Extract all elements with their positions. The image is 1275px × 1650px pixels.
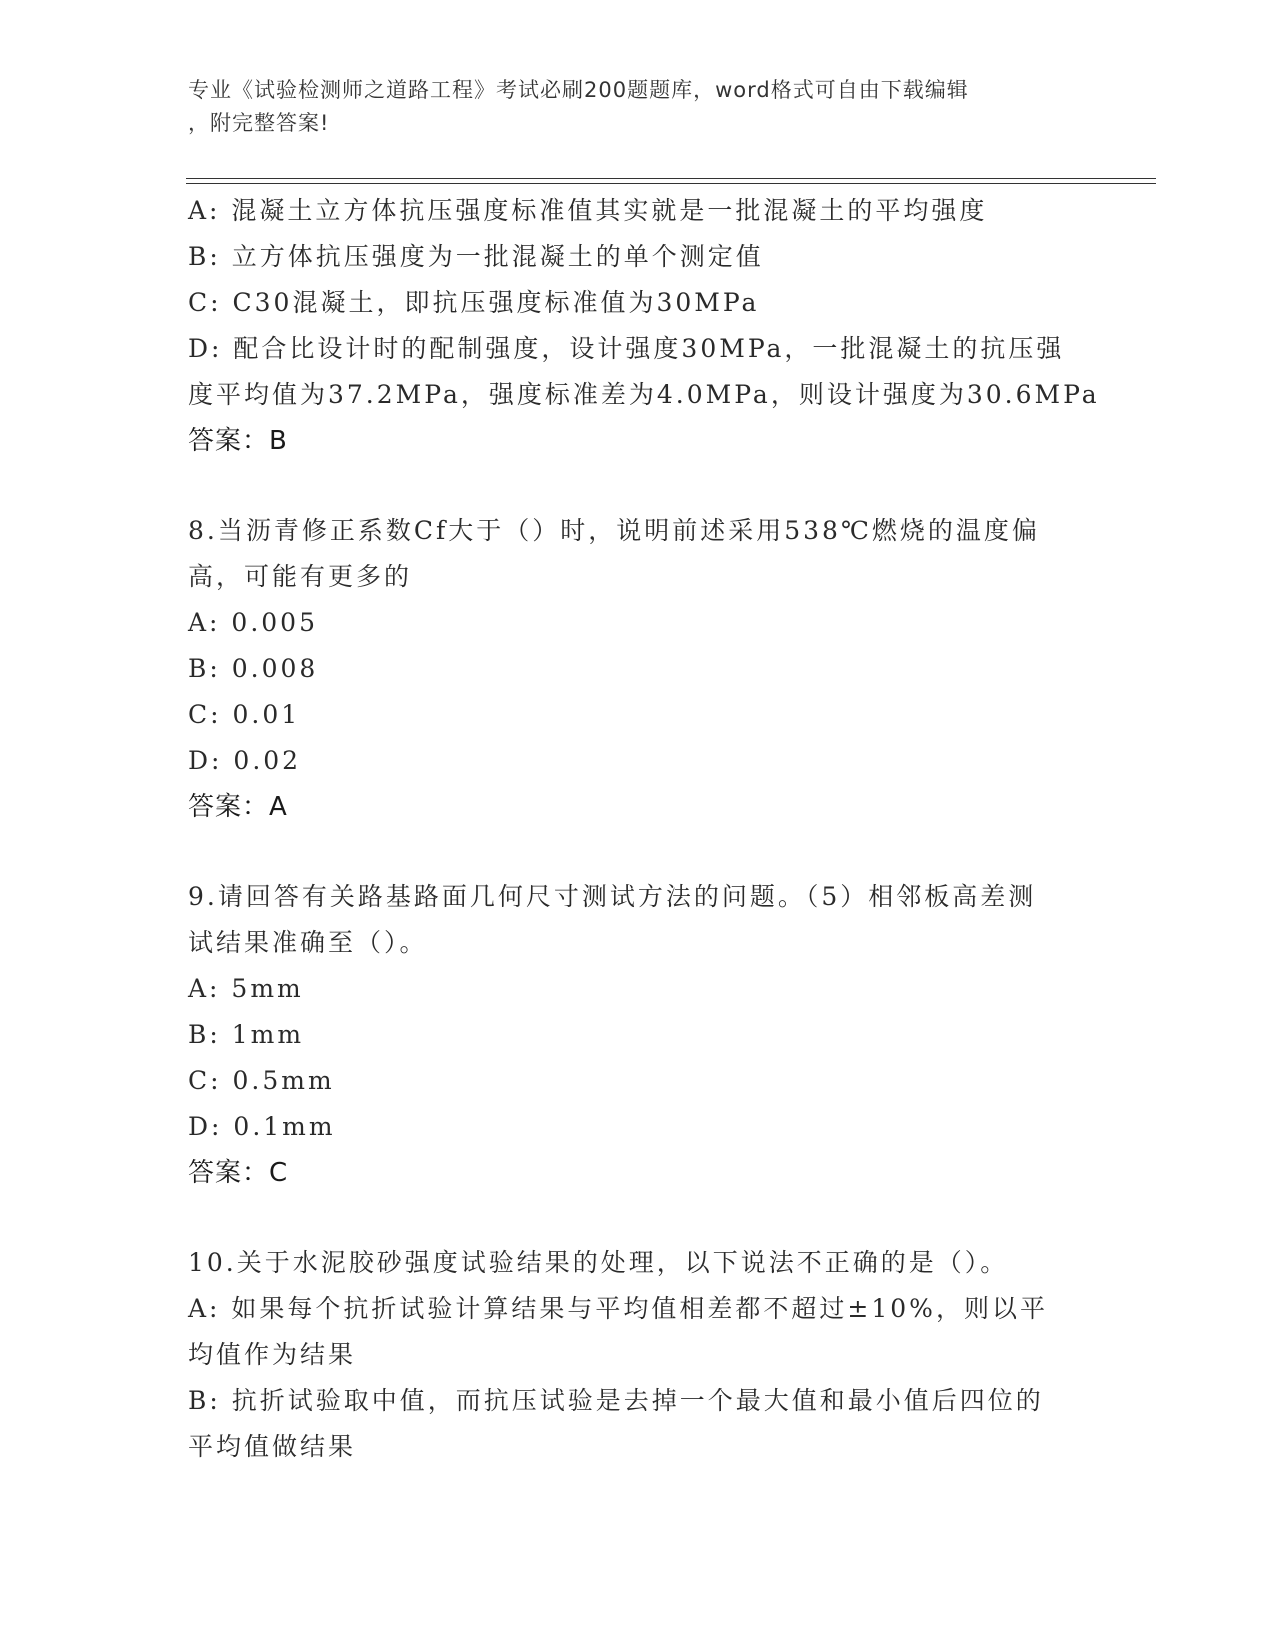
- q9-option-d: D: 0.1mm: [188, 1112, 336, 1141]
- q10-option-a-continued: 均值作为结果: [188, 1340, 357, 1369]
- q7-option-b: B: 立方体抗压强度为一批混凝土的单个测定值: [188, 242, 764, 271]
- q9-option-c: C: 0.5mm: [188, 1066, 335, 1095]
- question-spacer: [188, 830, 1088, 874]
- header-title-line-continued: ，附完整答案!: [188, 111, 330, 135]
- q9-stem-continued: 试结果准确至（）。: [188, 928, 428, 957]
- q7-option-a: A: 混凝土立方体抗压强度标准值其实就是一批混凝土的平均强度: [188, 196, 988, 225]
- header-title-line: 专业《试验检测师之道路工程》考试必刷200题题库，word格式可自由下载编辑: [188, 78, 969, 102]
- document-header: [188, 74, 1068, 140]
- q7-option-d: D: 配合比设计时的配制强度，设计强度30MPa，一批混凝土的抗压强: [188, 334, 1065, 363]
- q8-stem: 8.当沥青修正系数Cf大于（）时，说明前述采用538℃燃烧的温度偏: [188, 516, 1040, 545]
- question-7: [188, 188, 1100, 464]
- q8-option-c: C: 0.01: [188, 700, 301, 729]
- q10-stem: 10.关于水泥胶砂强度试验结果的处理，以下说法不正确的是（）。: [188, 1248, 1009, 1277]
- q8-option-a: A: 0.005: [188, 608, 318, 637]
- question-10: [188, 1240, 1088, 1470]
- question-spacer: [188, 464, 1088, 508]
- q9-stem: 9.请回答有关路基路面几何尺寸测试方法的问题。（5）相邻板高差测: [188, 882, 1037, 911]
- q7-option-c: C: C30混凝土，即抗压强度标准值为30MPa: [188, 288, 760, 317]
- q9-option-a: A: 5mm: [188, 974, 304, 1003]
- document-body: [188, 188, 1100, 1470]
- q7-option-d-continued: 度平均值为37.2MPa，强度标准差为4.0MPa，则设计强度为30.6MPa: [188, 380, 1100, 409]
- q10-option-a: A: 如果每个抗折试验计算结果与平均值相差都不超过±10%，则以平: [188, 1294, 1048, 1323]
- header-divider-bottom: [186, 183, 1156, 184]
- q8-option-d: D: 0.02: [188, 746, 302, 775]
- question-8: [188, 508, 1088, 830]
- q8-answer: 答案：A: [188, 792, 288, 822]
- q8-stem-continued: 高，可能有更多的: [188, 562, 413, 591]
- question-9: [188, 874, 1088, 1196]
- question-spacer: [188, 1196, 1088, 1240]
- q9-answer: 答案：C: [188, 1158, 289, 1188]
- header-divider-top: [186, 178, 1156, 179]
- q8-option-b: B: 0.008: [188, 654, 319, 683]
- q10-option-b-continued: 平均值做结果: [188, 1432, 357, 1461]
- q9-option-b: B: 1mm: [188, 1020, 305, 1049]
- q10-option-b: B: 抗折试验取中值，而抗压试验是去掉一个最大值和最小值后四位的: [188, 1386, 1044, 1415]
- q7-answer: 答案：B: [188, 426, 288, 456]
